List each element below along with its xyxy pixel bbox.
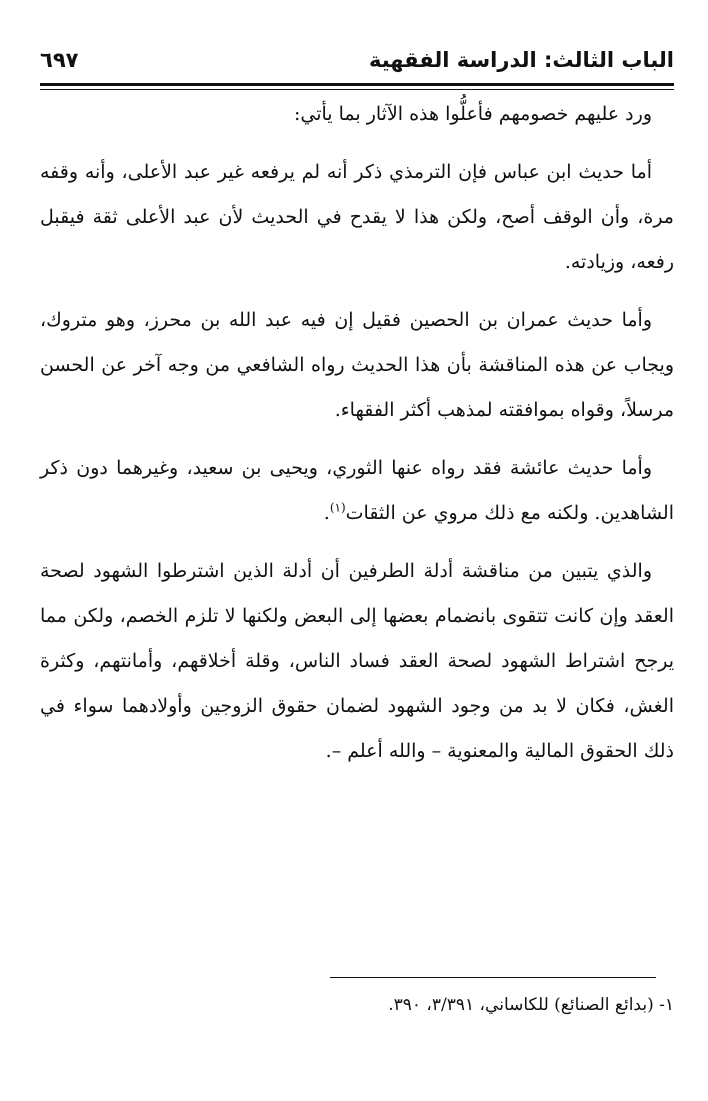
body-text [40, 92, 674, 787]
paragraph-2 [40, 150, 674, 285]
paragraph-4-end: . [323, 502, 330, 524]
page-number: ٦٩٧ [40, 48, 79, 72]
footnote-1: ١- (بدائع الصنائع) للكاساني، ٣/٣٩١، ٣٩٠. [388, 995, 674, 1015]
paragraph-3-text: وأما حديث عمران بن الحصين فقيل إن فيه عبد الله بن محرز، وهو متروك، ويجاب عن هذه المناقشة بأن هذا الحديث رواه الشافعي من وجه آخر عن الحسن مرسلاً، وقواه بموافقته لمذهب أكثر الفقهاء. [40, 309, 674, 421]
chapter-title: الباب الثالث: الدراسة الفقهية [368, 48, 674, 72]
paragraph-4 [40, 446, 674, 536]
paragraph-2-text: أما حديث ابن عباس فإن الترمذي ذكر أنه لم يرفعه غير عبد الأعلى، وأنه وقفه مرة، وأن الوقف أصح، ولكن هذا لا يقدح في الحديث لأن عبد الأعلى ثقة فيقبل رفعه، وزيادته. [40, 161, 674, 273]
paragraph-4-text: وأما حديث عائشة فقد رواه عنها الثوري، ويحيى بن سعيد، وغيرهما دون ذكر الشاهدين. ولكنه مع ذلك مروي عن الثقات [40, 457, 674, 524]
footnote-separator [330, 977, 656, 978]
header-rule-thin [40, 89, 674, 90]
paragraph-1-text: ورد عليهم خصومهم فأعلُّوا هذه الآثار بما يأتي: [293, 103, 652, 125]
page-header [40, 44, 674, 80]
paragraph-5-text: والذي يتبين من مناقشة أدلة الطرفين أن أدلة الذين اشترطوا الشهود لصحة العقد وإن كانت تتقوى بانضمام بعضها إلى البعض ولكنها لا تلزم الخصم، ولكن مما يرجح اشتراط الشهود لصحة العقد فساد الناس، وقلة أخلاقهم، وأمانتهم، وكثرة الغش، فكان لا بد من وجود الشهود لضمان حقوق الزوجين وأولادهما سواء في ذلك الحقوق المالية والمعنوية – والله أعلم –. [40, 560, 674, 762]
paragraph-1 [40, 92, 674, 137]
footnote-marker: (١) [329, 500, 346, 515]
paragraph-3 [40, 298, 674, 433]
header-rule-thick [40, 83, 674, 86]
paragraph-5 [40, 549, 674, 774]
